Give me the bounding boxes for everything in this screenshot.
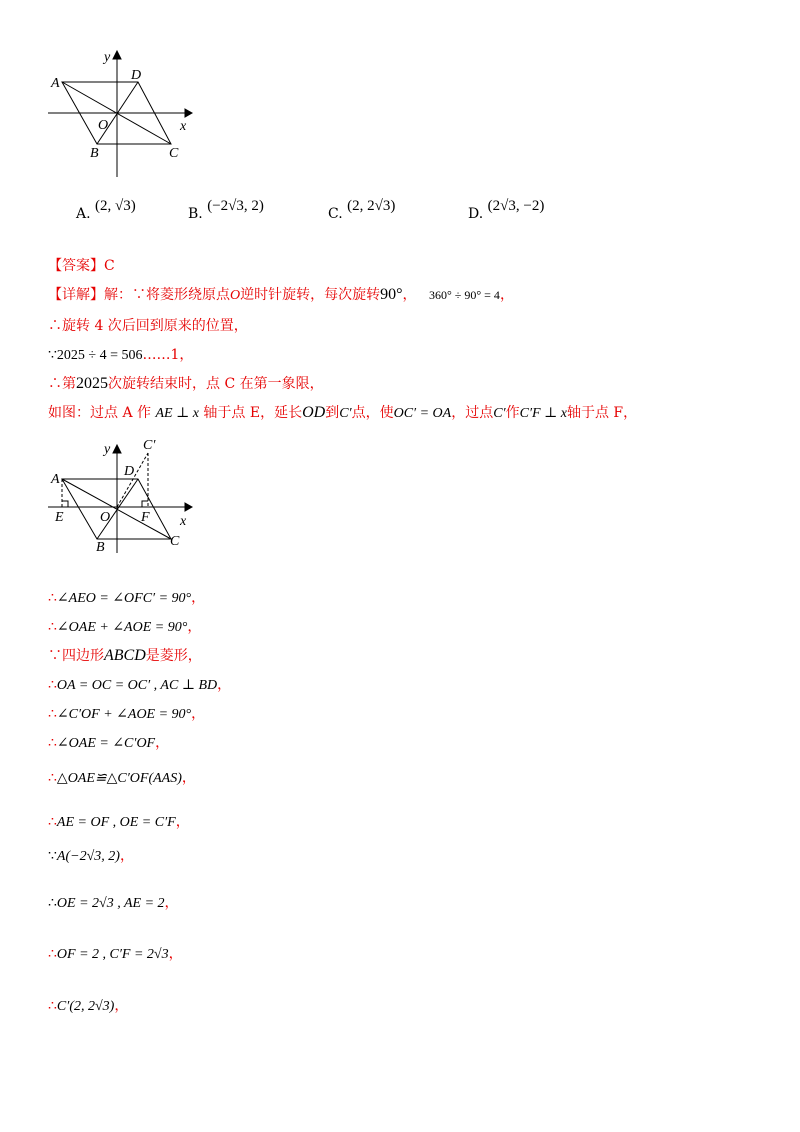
label-o: O — [98, 118, 109, 133]
step-11: ∴OF = 2 , C′F = 2√3， — [48, 946, 183, 962]
detail-line-3: ∵2025 ÷ 4 = 506……1， — [48, 347, 194, 363]
figure-rhombus-original — [40, 45, 200, 185]
label-y: y — [104, 442, 111, 457]
x-axis-arrow — [185, 109, 192, 117]
step-1: ∴∠AEO = ∠OFC′ = 90°， — [48, 590, 206, 606]
step-12: ∴C′(2, 2√3)， — [48, 998, 129, 1014]
answer-line: 【答案】C — [48, 258, 115, 274]
y-axis-arrow — [113, 445, 121, 453]
right-angle-e — [62, 501, 68, 507]
detail-line-2: ∴旋转 4 次后回到原来的位置， — [48, 318, 248, 334]
y-axis-arrow — [113, 51, 121, 59]
label-c-prime: C′ — [143, 438, 156, 453]
option-a[interactable]: A. (2, √3) — [76, 198, 136, 222]
step-3: ∵四边形ABCD是菱形， — [48, 647, 202, 664]
option-d[interactable]: D. (2√3, −2) — [468, 198, 545, 222]
step-8: ∴AE = OF , OE = C′F， — [48, 814, 190, 830]
label-x: x — [180, 514, 187, 529]
x-axis-arrow — [185, 503, 192, 511]
label-c: C — [170, 534, 180, 549]
detail-line-4: ∴第2025次旋转结束时，点 C 在第一象限， — [48, 375, 324, 392]
label-y: y — [104, 50, 111, 65]
detail-line-1: 【详解】解：∵将菱形绕原点O逆时针旋转，每次旋转90°， 360° ÷ 90° = 4， — [48, 286, 514, 303]
label-b: B — [96, 540, 105, 555]
label-o: O — [100, 510, 111, 525]
label-a: A — [51, 472, 60, 487]
step-6: ∴∠OAE = ∠C′OF， — [48, 735, 170, 751]
option-c[interactable]: C. (2, 2√3) — [328, 198, 396, 222]
label-f: F — [141, 510, 150, 525]
label-b: B — [90, 146, 99, 161]
step-4: ∴OA = OC = OC′ , AC ⊥ BD， — [48, 677, 232, 693]
label-x: x — [180, 119, 187, 134]
step-10: ∴OE = 2√3 , AE = 2， — [48, 895, 179, 911]
right-angle-f — [142, 501, 148, 507]
label-e: E — [55, 510, 64, 525]
figure-rhombus-construction — [40, 435, 200, 555]
option-b[interactable]: B. (−2√3, 2) — [188, 198, 264, 222]
step-9: ∵A(−2√3, 2)， — [48, 848, 134, 864]
step-7: ∴△OAE≌△C′OF(AAS)， — [48, 770, 196, 786]
segment-oc-prime — [117, 453, 148, 507]
detail-line-5: 如图：过点 A 作 AE ⊥ x 轴于点 E，延长OD到C′点，使OC′ = OA，过点C′作C′F ⊥ x轴于点 F， — [48, 404, 638, 421]
label-d: D — [131, 68, 142, 83]
label-a: A — [51, 76, 60, 91]
step-5: ∴∠C′OF + ∠AOE = 90°， — [48, 706, 206, 722]
label-c: C — [169, 146, 179, 161]
label-d: D — [124, 464, 135, 479]
step-2: ∴∠OAE + ∠AOE = 90°， — [48, 619, 202, 635]
